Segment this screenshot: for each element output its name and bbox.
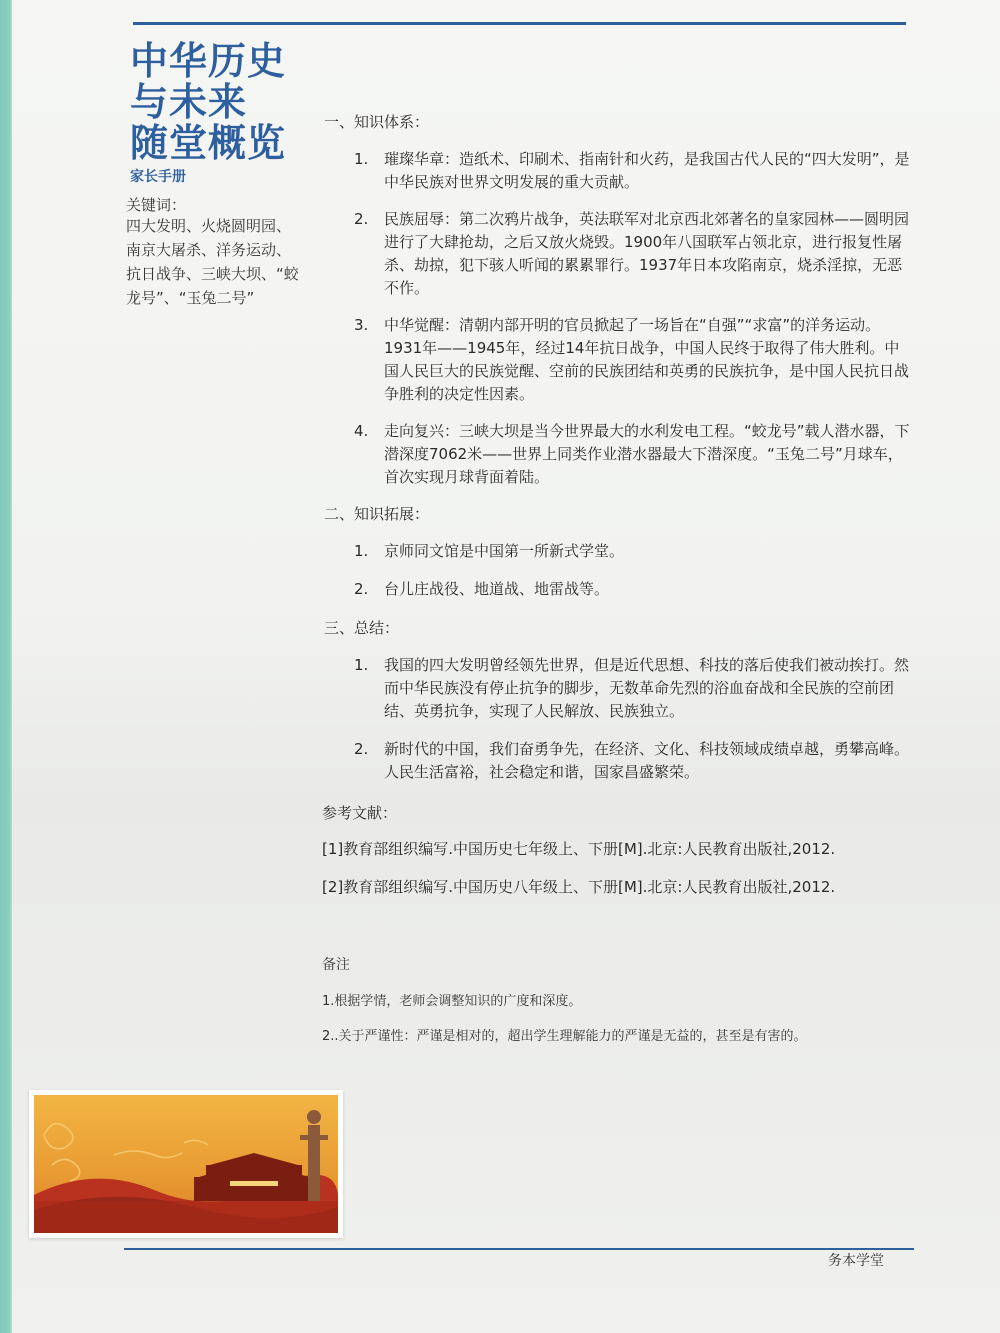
item-text: 中华觉醒：清朝内部开明的官员掀起了一场旨在“自强”“求富”的洋务运动。1931年——1945年，经过14年抗日战争，中国人民终于取得了伟大胜利。中国人民巨大的民族觉醒、空前的民族团结和英勇的民族抗争，是中国人民抗日战争胜利的决定性因素。 (384, 316, 910, 403)
item-text: 走向复兴：三峡大坝是当今世界最大的水利发电工程。“蛟龙号”载人潜水器，下潜深度7062米——世界上同类作业潜水器最大下潜深度。“玉兔二号”月球车，首次实现月球背面着陆。 (384, 422, 910, 486)
references-heading: 参考文献： (322, 804, 398, 822)
item-number: 3. (354, 316, 369, 334)
item-text: 璀璨华章：造纸术、印刷术、指南针和火药，是我国古代人民的“四大发明”，是中华民族对世界文明发展的重大贡献。 (384, 150, 910, 191)
note-item: 2..关于严谨性：严谨是相对的，超出学生理解能力的严谨是无益的，甚至是有害的。 (322, 1029, 807, 1044)
tiananmen-illustration (29, 1090, 343, 1238)
item-text: 民族屈辱：第二次鸦片战争，英法联军对北京西北郊著名的皇家园林——圆明园进行了大肆抢劫，之后又放火烧毁。1900年八国联军占领北京，进行报复性屠杀、劫掠，犯下骇人听闻的累累罪行。1937年日本攻陷南京，烧杀淫掠，无恶不作。 (384, 210, 910, 297)
section-heading-extension: 二、知识拓展： (324, 505, 430, 523)
note-item: 1.根据学情，老师会调整知识的广度和深度。 (322, 994, 582, 1009)
footer-brand: 务本学堂 (828, 1253, 884, 1269)
section-heading-summary: 三、总结： (324, 619, 400, 637)
reference-item: [1]教育部组织编写.中国历史七年级上、下册[M].北京:人民教育出版社,2012. (322, 840, 836, 858)
item-text: 台儿庄战役、地道战、地雷战等。 (384, 580, 610, 598)
title-line-3: 随堂概览 (130, 120, 287, 165)
item-number: 1. (354, 656, 369, 674)
top-divider (133, 22, 906, 25)
item-text: 新时代的中国，我们奋勇争先，在经济、文化、科技领域成绩卓越，勇攀高峰。人民生活富裕，社会稳定和谐，国家昌盛繁荣。 (384, 740, 910, 781)
item-text: 京师同文馆是中国第一所新式学堂。 (384, 542, 625, 560)
item-number: 2. (354, 210, 369, 228)
keywords-label: 关键词： (126, 196, 187, 214)
keywords-text: 四大发明、火烧圆明园、南京大屠杀、洋务运动、抗日战争、三峡大坝、“蛟龙号”、“玉兔二号” (126, 217, 299, 307)
tiananmen-illustration-art (34, 1095, 338, 1233)
notes-heading: 备注 (322, 957, 350, 973)
page-title (130, 40, 310, 163)
item-number: 4. (354, 422, 369, 440)
title-line-2: 与未来 (130, 79, 248, 124)
reference-item: [2]教育部组织编写.中国历史八年级上、下册[M].北京:人民教育出版社,2012. (322, 878, 836, 896)
handbook-label: 家长手册 (130, 169, 186, 185)
item-number: 1. (354, 542, 369, 560)
item-text: 我国的四大发明曾经领先世界，但是近代思想、科技的落后使我们被动挨打。然而中华民族没有停止抗争的脚步，无数革命先烈的浴血奋战和全民族的空前团结、英勇抗争，实现了人民解放、民族独立。 (384, 656, 910, 720)
item-number: 2. (354, 580, 369, 598)
title-line-1: 中华历史 (130, 38, 287, 83)
item-number: 1. (354, 150, 369, 168)
section-heading-knowledge-system: 一、知识体系： (324, 113, 430, 131)
bottom-divider (124, 1248, 914, 1250)
item-number: 2. (354, 740, 369, 758)
